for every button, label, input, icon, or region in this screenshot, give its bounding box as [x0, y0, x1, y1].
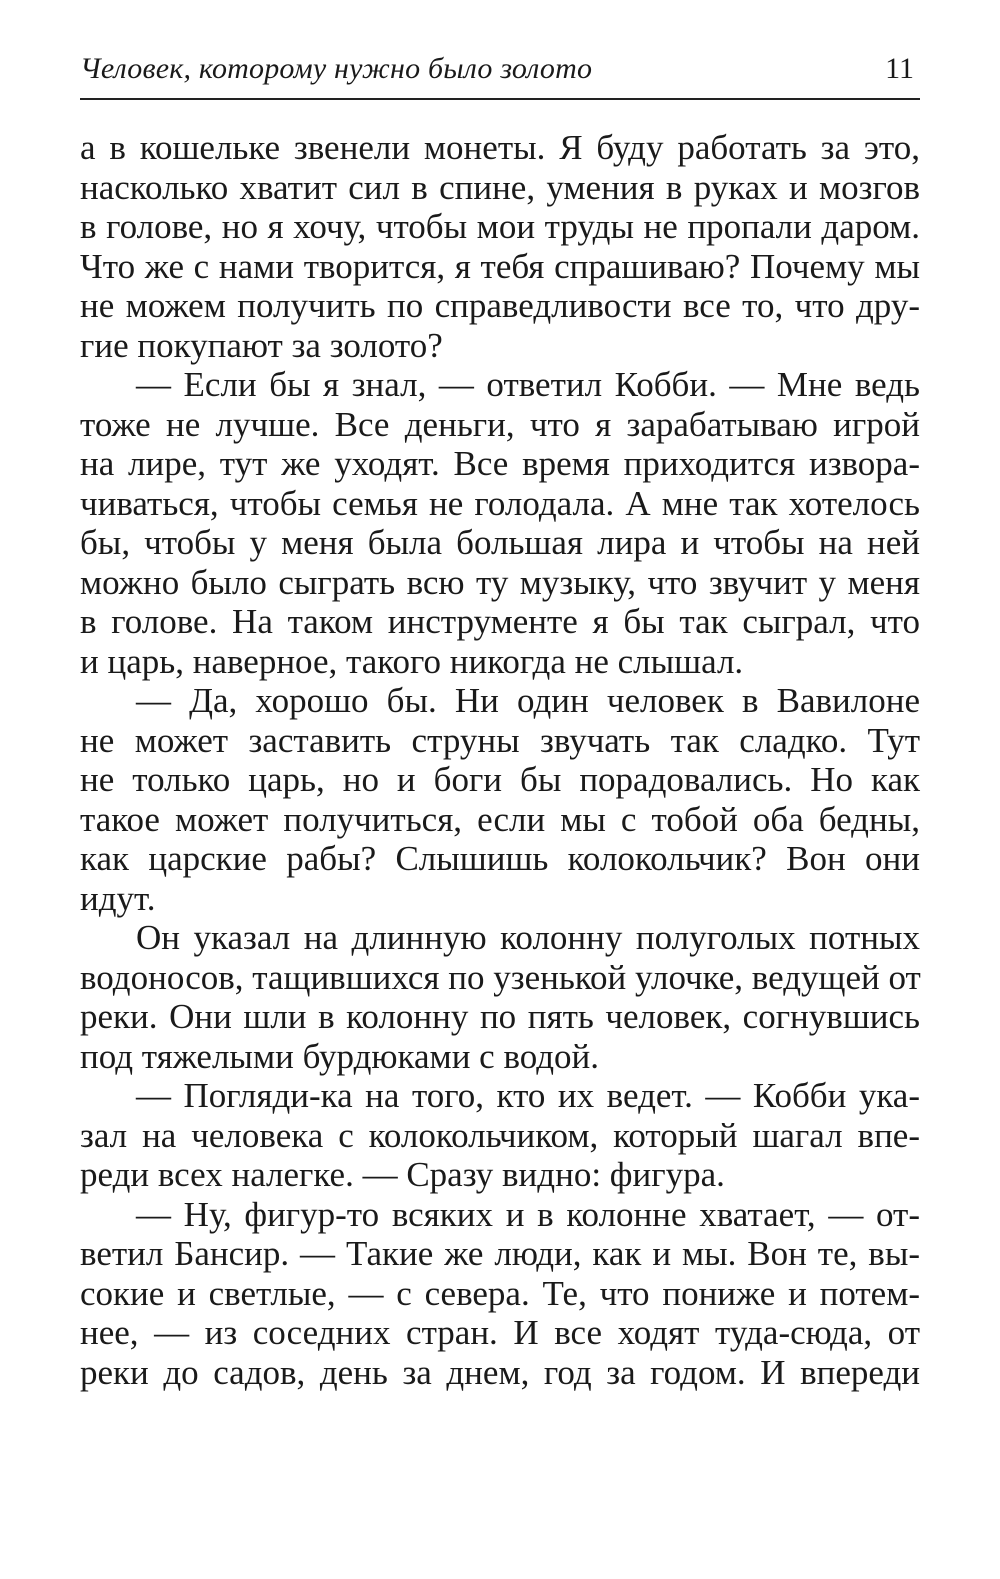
text-line: а в кошельке звенели монеты. Я буду работать за это,: [80, 128, 920, 167]
text-line: насколько хватит сил в спине, умения в руках и мозгов: [80, 167, 920, 207]
text-line: сокие и светлые, — с севера. Те, что пониже и потем-: [80, 1273, 920, 1313]
running-title: Человек, которому нужно было золото: [80, 52, 593, 85]
text-line: реди всех налегке. — Сразу видно: фигура.: [80, 1155, 725, 1194]
text-line: на лире, тут же уходят. Все время приходится извора-: [80, 444, 920, 483]
text-line: в голове. На таком инструменте я бы так сыграл, что: [80, 602, 920, 641]
text-line: не можем получить по справедливости все то, что дру-: [80, 286, 920, 325]
text-line: чиваться, чтобы семья не голодала. А мне так хотелось: [80, 483, 920, 523]
text-line: как царские рабы? Слышишь колокольчик? Вон они: [80, 839, 920, 878]
text-line: реки до садов, день за днем, год за годом. И впереди: [80, 1352, 920, 1392]
text-line: такое может получиться, если мы с тобой оба бедны,: [80, 799, 920, 839]
text-line: можно было сыграть всю ту музыку, что звучит у меня: [80, 562, 920, 602]
body-text: [80, 128, 920, 1392]
text-line: не может заставить струны звучать так сладко. Тут: [80, 720, 920, 760]
book-page: [80, 52, 920, 1392]
text-line: зал на человека с колокольчиком, который шагал впе-: [80, 1115, 920, 1155]
text-line: Он указал на длинную колонну полуголых потных: [136, 918, 920, 957]
text-line: тоже не лучше. Все деньги, что я зарабатываю игрой: [80, 404, 920, 444]
text-line: реки. Они шли в колонну по пять человек, согнувшись: [80, 997, 920, 1036]
text-line: бы, чтобы у меня была большая лира и чтобы на ней: [80, 523, 920, 562]
text-line: гие покупают за золото?: [80, 325, 443, 365]
text-line: — Если бы я знал, — ответил Кобби. — Мне ведь: [136, 365, 920, 404]
text-line: под тяжелыми бурдюками с водой.: [80, 1036, 600, 1076]
text-line: — Ну, фигур-то всяких и в колонне хватает, — от-: [136, 1194, 920, 1234]
text-line: и царь, наверное, такого никогда не слышал.: [80, 641, 744, 681]
text-line: — Погляди-ка на того, кто их ведет. — Кобби ука-: [136, 1076, 920, 1115]
text-line: идут.: [80, 878, 156, 918]
text-line: в голове, но я хочу, чтобы мои труды не пропали даром.: [80, 207, 920, 246]
running-header: [80, 52, 920, 100]
text-line: водоносов, тащившихся по узенькой улочке, ведущей от: [80, 957, 921, 997]
text-line: — Да, хорошо бы. Ни один человек в Вавилоне: [136, 681, 920, 720]
page-number: 11: [885, 52, 914, 85]
text-line: не только царь, но и боги бы порадовались. Но как: [80, 760, 920, 799]
text-line: ветил Бансир. — Такие же люди, как и мы. Вон те, вы-: [80, 1234, 920, 1273]
text-line: Что же с нами творится, я тебя спрашиваю? Почему мы: [80, 246, 920, 286]
text-line: нее, — из соседних стран. И все ходят туда-сюда, от: [80, 1313, 920, 1352]
